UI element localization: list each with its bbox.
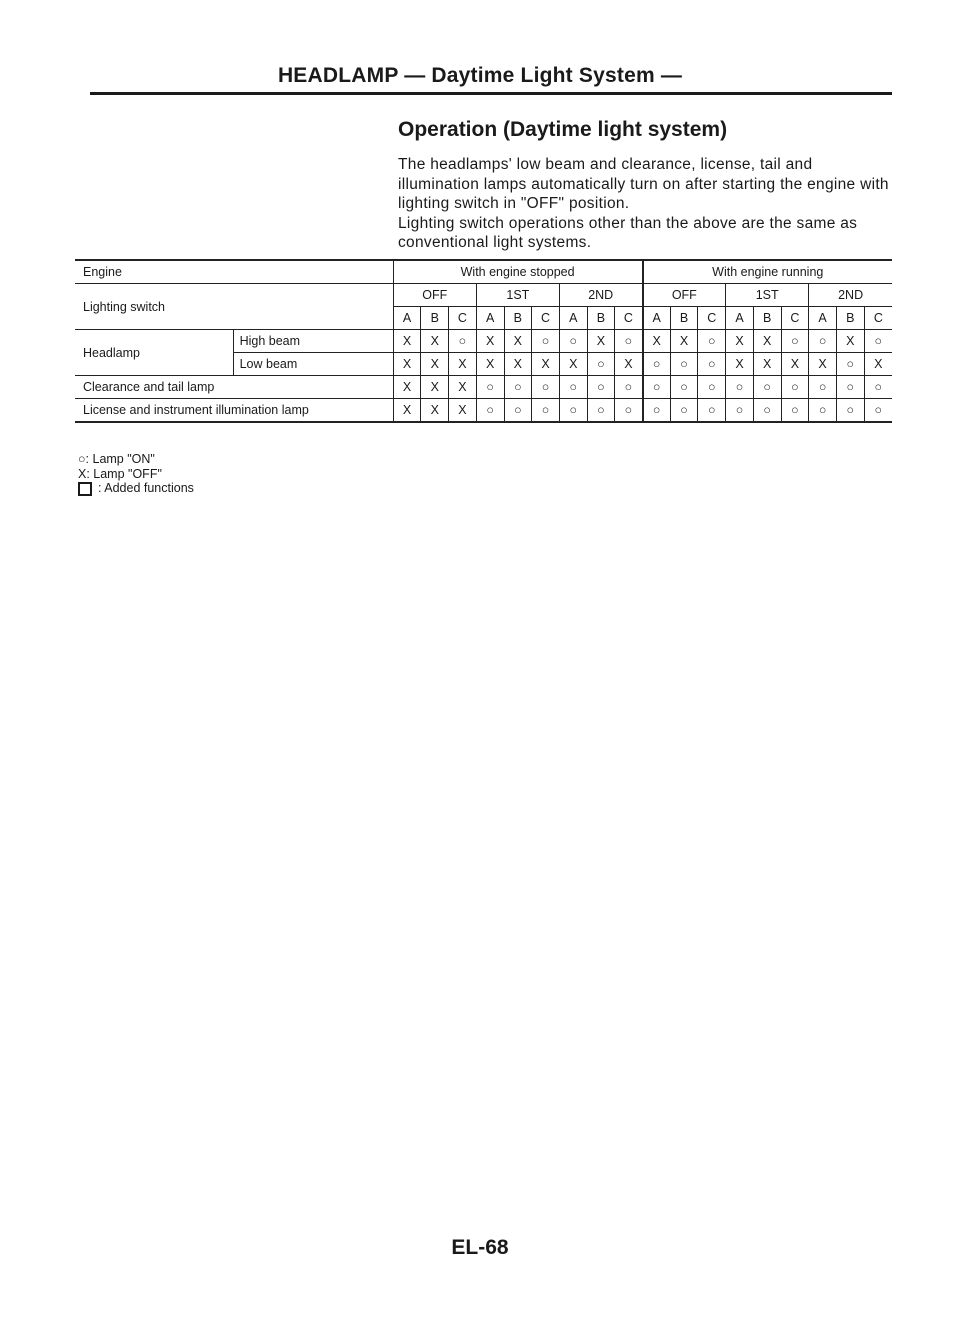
status-cell: ○: [559, 330, 587, 353]
status-cell: ○: [615, 330, 643, 353]
abc-cell: C: [532, 307, 560, 330]
abc-cell: B: [421, 307, 449, 330]
status-cell: X: [532, 353, 560, 376]
status-cell: X: [753, 330, 781, 353]
status-cell: X: [781, 353, 809, 376]
abc-cell: C: [781, 307, 809, 330]
status-cell: X: [449, 376, 477, 399]
abc-cell: A: [476, 307, 504, 330]
status-cell: ○: [476, 399, 504, 423]
status-cell: X: [476, 353, 504, 376]
legend-off-text: X: Lamp "OFF": [78, 466, 162, 481]
status-cell: X: [753, 353, 781, 376]
status-cell: X: [670, 330, 698, 353]
legend-on: [78, 452, 194, 467]
switch-position: OFF: [393, 284, 476, 307]
status-cell: X: [726, 330, 754, 353]
status-cell: X: [615, 353, 643, 376]
abc-cell: A: [559, 307, 587, 330]
legend-added-text: : Added functions: [98, 481, 194, 496]
row-label: Clearance and tail lamp: [75, 376, 393, 399]
status-cell: ○: [532, 330, 560, 353]
section-title: Operation (Daytime light system): [398, 118, 728, 141]
status-cell: ○: [809, 330, 837, 353]
engine-state-stopped: With engine stopped: [393, 260, 642, 284]
status-cell: ○: [532, 376, 560, 399]
status-cell: ○: [559, 399, 587, 423]
status-cell: X: [421, 399, 449, 423]
status-cell: X: [504, 330, 532, 353]
status-cell: X: [476, 330, 504, 353]
switch-position: 1ST: [476, 284, 559, 307]
row-label: High beam: [233, 330, 393, 353]
row-label: Low beam: [233, 353, 393, 376]
operation-table: [75, 259, 892, 423]
status-cell: ○: [836, 353, 864, 376]
legend-on-text: ○: Lamp "ON": [78, 452, 155, 466]
status-cell: X: [449, 353, 477, 376]
status-cell: ○: [809, 399, 837, 423]
status-cell: ○: [643, 399, 671, 423]
status-cell: ○: [698, 330, 726, 353]
status-cell: X: [421, 330, 449, 353]
status-cell: X: [393, 399, 421, 423]
status-cell: ○: [836, 376, 864, 399]
status-cell: ○: [753, 376, 781, 399]
status-cell: ○: [615, 376, 643, 399]
headlamp-label: Headlamp: [75, 330, 233, 376]
status-cell: ○: [504, 376, 532, 399]
intro-paragraph-2: Lighting switch operations other than the above are the same as conventional light systems.: [398, 214, 858, 251]
intro-text: [398, 155, 898, 253]
status-cell: ○: [781, 399, 809, 423]
status-cell: X: [449, 399, 477, 423]
clearance-tail-row: [75, 376, 892, 399]
abc-cell: B: [587, 307, 615, 330]
engine-label: Engine: [75, 260, 393, 284]
status-cell: ○: [781, 376, 809, 399]
status-cell: X: [726, 353, 754, 376]
status-cell: X: [393, 376, 421, 399]
status-cell: ○: [836, 399, 864, 423]
status-cell: ○: [864, 376, 892, 399]
abc-cell: A: [393, 307, 421, 330]
status-cell: ○: [449, 330, 477, 353]
status-cell: X: [643, 330, 671, 353]
status-cell: ○: [643, 353, 671, 376]
row-label: License and instrument illumination lamp: [75, 399, 393, 423]
status-cell: ○: [504, 399, 532, 423]
status-cell: ○: [726, 399, 754, 423]
license-illumination-row: [75, 399, 892, 423]
abc-cell: C: [615, 307, 643, 330]
abc-cell: A: [809, 307, 837, 330]
status-cell: ○: [781, 330, 809, 353]
status-cell: X: [504, 353, 532, 376]
header-rule: [90, 92, 892, 95]
abc-cell: C: [698, 307, 726, 330]
switch-position: OFF: [643, 284, 726, 307]
engine-row: [75, 260, 892, 284]
status-cell: ○: [532, 399, 560, 423]
legend-off: [78, 467, 194, 482]
status-cell: ○: [864, 399, 892, 423]
status-cell: X: [587, 330, 615, 353]
abc-cell: A: [726, 307, 754, 330]
switch-position: 2ND: [809, 284, 892, 307]
status-cell: ○: [615, 399, 643, 423]
abc-cell: C: [864, 307, 892, 330]
status-cell: ○: [726, 376, 754, 399]
lighting-switch-label: Lighting switch: [75, 284, 393, 330]
status-cell: X: [864, 353, 892, 376]
switch-position: 1ST: [726, 284, 809, 307]
status-cell: ○: [643, 376, 671, 399]
status-cell: X: [809, 353, 837, 376]
status-cell: ○: [587, 399, 615, 423]
abc-cell: C: [449, 307, 477, 330]
page-header-title: HEADLAMP — Daytime Light System —: [277, 64, 683, 87]
status-cell: ○: [864, 330, 892, 353]
status-cell: X: [393, 353, 421, 376]
intro-paragraph-1: The headlamps' low beam and clearance, license, tail and illumination lamps automatically turn on after starting the engine with lighting switch in "OFF" position.: [398, 156, 889, 212]
high-beam-row: [75, 330, 892, 353]
page-number: EL-68: [451, 1236, 509, 1259]
abc-cell: B: [753, 307, 781, 330]
status-cell: X: [393, 330, 421, 353]
abc-cell: A: [643, 307, 671, 330]
added-function-box-icon: [78, 482, 92, 496]
abc-cell: B: [836, 307, 864, 330]
status-cell: ○: [559, 376, 587, 399]
switch-position: 2ND: [559, 284, 642, 307]
status-cell: ○: [670, 399, 698, 423]
status-cell: ○: [698, 376, 726, 399]
status-cell: ○: [587, 353, 615, 376]
status-cell: X: [421, 376, 449, 399]
status-cell: X: [559, 353, 587, 376]
status-cell: ○: [753, 399, 781, 423]
status-cell: ○: [698, 399, 726, 423]
engine-state-running: With engine running: [643, 260, 892, 284]
switch-position-row: [75, 284, 892, 307]
status-cell: ○: [670, 376, 698, 399]
status-cell: X: [421, 353, 449, 376]
abc-cell: B: [504, 307, 532, 330]
legend-added: [78, 481, 194, 496]
status-cell: ○: [670, 353, 698, 376]
legend: [78, 452, 194, 496]
status-cell: ○: [587, 376, 615, 399]
status-cell: X: [836, 330, 864, 353]
status-cell: ○: [476, 376, 504, 399]
status-cell: ○: [698, 353, 726, 376]
abc-cell: B: [670, 307, 698, 330]
status-cell: ○: [809, 376, 837, 399]
